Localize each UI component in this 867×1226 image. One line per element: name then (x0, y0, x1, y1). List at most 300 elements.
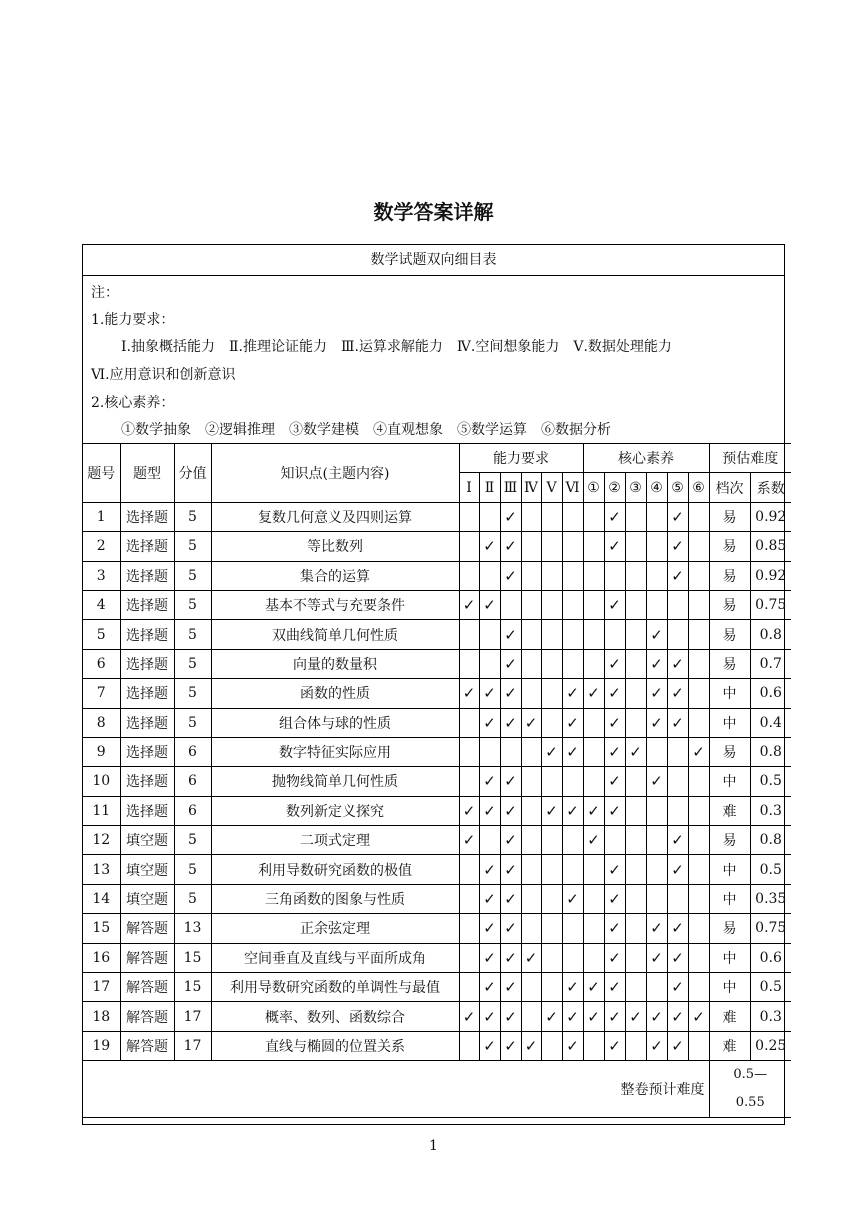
ability-2-cell (479, 561, 500, 590)
difficulty-coef: 0.92 (750, 502, 791, 531)
core-5-cell: ✓ (667, 561, 688, 590)
ability-1-cell (459, 973, 479, 1002)
core-1-cell (583, 1031, 604, 1060)
ability-1-cell: ✓ (459, 796, 479, 825)
core-4-cell: ✓ (646, 620, 667, 649)
ability-5-cell (541, 914, 562, 943)
question-grid (83, 443, 791, 1118)
core-3-cell (625, 767, 646, 796)
core-5-cell: ✓ (667, 1031, 688, 1060)
difficulty-coef: 0.92 (750, 561, 791, 590)
question-score: 17 (174, 1002, 211, 1031)
question-topic: 复数几何意义及四则运算 (211, 502, 459, 531)
question-type: 选择题 (120, 796, 174, 825)
core-4-cell (646, 561, 667, 590)
ability-1-cell (459, 914, 479, 943)
question-number: 5 (83, 620, 120, 649)
core-2-cell: ✓ (604, 1002, 625, 1031)
ability-4-cell (521, 884, 541, 913)
question-number: 3 (83, 561, 120, 590)
question-type: 解答题 (120, 973, 174, 1002)
core-1-cell (583, 737, 604, 766)
question-topic: 利用导数研究函数的单调性与最值 (211, 973, 459, 1002)
ability-1-cell (459, 884, 479, 913)
question-topic: 概率、数列、函数综合 (211, 1002, 459, 1031)
question-number: 17 (83, 973, 120, 1002)
difficulty-coef: 0.6 (750, 679, 791, 708)
difficulty-level: 易 (709, 590, 750, 619)
question-topic: 向量的数量积 (211, 649, 459, 678)
core-5-cell (667, 737, 688, 766)
ability-2-cell: ✓ (479, 855, 500, 884)
core-4-cell: ✓ (646, 679, 667, 708)
question-number: 2 (83, 532, 120, 561)
core-4-cell (646, 502, 667, 531)
core-3-cell (625, 679, 646, 708)
core-5-cell: ✓ (667, 532, 688, 561)
question-topic: 利用导数研究函数的极值 (211, 855, 459, 884)
core-3-cell: ✓ (625, 737, 646, 766)
difficulty-level: 易 (709, 532, 750, 561)
header-core-3: ③ (625, 473, 646, 502)
header-difficulty: 预估难度 (709, 444, 791, 473)
ability-1-cell (459, 561, 479, 590)
core-1-cell (583, 620, 604, 649)
question-topic: 正余弦定理 (211, 914, 459, 943)
ability-2-cell: ✓ (479, 973, 500, 1002)
core-5-cell: ✓ (667, 649, 688, 678)
core-6-cell (688, 826, 709, 855)
core-1-cell (583, 649, 604, 678)
question-number: 11 (83, 796, 120, 825)
ability-6-cell (562, 620, 583, 649)
ability-1-cell (459, 1031, 479, 1060)
question-type: 解答题 (120, 943, 174, 972)
core-2-cell: ✓ (604, 532, 625, 561)
core-2-cell: ✓ (604, 796, 625, 825)
ability-2-cell: ✓ (479, 679, 500, 708)
core-4-cell (646, 973, 667, 1002)
difficulty-coef: 0.8 (750, 620, 791, 649)
difficulty-level: 中 (709, 973, 750, 1002)
ability-1-cell (459, 708, 479, 737)
question-score: 5 (174, 884, 211, 913)
core-list: ①数学抽象 ②逻辑推理 ③数学建模 ④直观想象 ⑤数学运算 ⑥数据分析 (121, 422, 611, 438)
ability-5-cell (541, 973, 562, 1002)
core-6-cell (688, 502, 709, 531)
core-4-cell: ✓ (646, 943, 667, 972)
header-level: 档次 (709, 473, 750, 502)
ability-6-cell (562, 649, 583, 678)
ability-4-cell: ✓ (521, 1031, 541, 1060)
core-3-cell (625, 943, 646, 972)
core-5-cell: ✓ (667, 1002, 688, 1031)
core-3-cell (625, 590, 646, 619)
core-5-cell (667, 767, 688, 796)
ability-2-cell: ✓ (479, 796, 500, 825)
difficulty-level: 易 (709, 561, 750, 590)
table-row (83, 826, 791, 855)
ability-5-cell (541, 767, 562, 796)
question-type: 选择题 (120, 590, 174, 619)
question-score: 17 (174, 1031, 211, 1060)
header-coef: 系数 (750, 473, 791, 502)
ability-6-cell: ✓ (562, 1002, 583, 1031)
question-number: 12 (83, 826, 120, 855)
core-2-cell (604, 826, 625, 855)
question-topic: 空间垂直及直线与平面所成角 (211, 943, 459, 972)
difficulty-coef: 0.5 (750, 973, 791, 1002)
difficulty-level: 中 (709, 767, 750, 796)
core-1-cell: ✓ (583, 796, 604, 825)
core-2-cell (604, 620, 625, 649)
question-score: 5 (174, 855, 211, 884)
ability-5-cell (541, 532, 562, 561)
core-4-cell (646, 737, 667, 766)
ability-1-cell: ✓ (459, 826, 479, 855)
core-5-cell: ✓ (667, 826, 688, 855)
core-5-cell: ✓ (667, 855, 688, 884)
header-core-6: ⑥ (688, 473, 709, 502)
table-row (83, 737, 791, 766)
ability-5-cell (541, 855, 562, 884)
ability-6-cell (562, 943, 583, 972)
core-6-cell (688, 1031, 709, 1060)
question-type: 选择题 (120, 561, 174, 590)
core-6-cell (688, 884, 709, 913)
ability-3-cell: ✓ (500, 826, 521, 855)
overall-difficulty-text: 整卷预计难度 (620, 1082, 705, 1099)
ability-5-cell: ✓ (541, 796, 562, 825)
ability-4-cell (521, 796, 541, 825)
difficulty-coef: 0.4 (750, 708, 791, 737)
header-core: 核心素养 (583, 444, 709, 473)
ability-2-cell (479, 502, 500, 531)
ability-2-cell: ✓ (479, 1031, 500, 1060)
header-score: 分值 (174, 444, 211, 503)
ability-2-cell (479, 737, 500, 766)
question-number: 19 (83, 1031, 120, 1060)
core-1-cell (583, 561, 604, 590)
ability-3-cell: ✓ (500, 561, 521, 590)
question-type: 选择题 (120, 502, 174, 531)
core-6-cell (688, 796, 709, 825)
header-ability-2: Ⅱ (479, 473, 500, 502)
question-type: 选择题 (120, 737, 174, 766)
table-row (83, 884, 791, 913)
core-1-cell (583, 708, 604, 737)
table-row (83, 1031, 791, 1060)
difficulty-coef: 0.3 (750, 1002, 791, 1031)
ability-3-cell: ✓ (500, 708, 521, 737)
core-3-cell (625, 914, 646, 943)
core-3-cell (625, 561, 646, 590)
question-rows (83, 502, 791, 1060)
ability-3-cell: ✓ (500, 914, 521, 943)
question-number: 16 (83, 943, 120, 972)
ability-5-cell (541, 561, 562, 590)
core-5-cell: ✓ (667, 679, 688, 708)
difficulty-coef: 0.5 (750, 855, 791, 884)
ability-6-cell: ✓ (562, 737, 583, 766)
ability-4-cell (521, 1002, 541, 1031)
ability-5-cell: ✓ (541, 737, 562, 766)
ability-3-cell: ✓ (500, 679, 521, 708)
difficulty-coef: 0.25 (750, 1031, 791, 1060)
specification-table (82, 244, 785, 1125)
table-row (83, 973, 791, 1002)
ability-3-cell: ✓ (500, 796, 521, 825)
question-score: 13 (174, 914, 211, 943)
ability-4-cell (521, 679, 541, 708)
core-3-cell (625, 796, 646, 825)
ability-4-cell (521, 620, 541, 649)
difficulty-level: 难 (709, 1031, 750, 1060)
header-ability-6: Ⅵ (562, 473, 583, 502)
core-4-cell: ✓ (646, 1031, 667, 1060)
ability-5-cell (541, 649, 562, 678)
core-4-cell: ✓ (646, 649, 667, 678)
header-core-1: ① (583, 473, 604, 502)
ability-1-cell: ✓ (459, 1002, 479, 1031)
question-type: 选择题 (120, 620, 174, 649)
core-4-cell (646, 796, 667, 825)
difficulty-level: 易 (709, 826, 750, 855)
core-4-cell: ✓ (646, 708, 667, 737)
ability-1-cell: ✓ (459, 590, 479, 619)
core-2-cell (604, 561, 625, 590)
ability-1-cell: ✓ (459, 679, 479, 708)
question-type: 选择题 (120, 767, 174, 796)
ability-1-cell (459, 855, 479, 884)
question-number: 7 (83, 679, 120, 708)
table-row (83, 679, 791, 708)
ability-6-cell (562, 855, 583, 884)
ability-4-cell (521, 767, 541, 796)
ability-6-cell (562, 767, 583, 796)
difficulty-level: 中 (709, 708, 750, 737)
core-3-cell (625, 708, 646, 737)
ability-4-cell (521, 914, 541, 943)
ability-4-cell (521, 532, 541, 561)
ability-4-cell: ✓ (521, 708, 541, 737)
question-type: 选择题 (120, 532, 174, 561)
core-5-cell (667, 796, 688, 825)
question-topic: 数列新定义探究 (211, 796, 459, 825)
question-score: 5 (174, 532, 211, 561)
question-number: 8 (83, 708, 120, 737)
difficulty-coef: 0.7 (750, 649, 791, 678)
core-3-cell (625, 502, 646, 531)
core-5-cell: ✓ (667, 973, 688, 1002)
header-topic: 知识点(主题内容) (211, 444, 459, 503)
difficulty-coef: 0.6 (750, 943, 791, 972)
question-type: 解答题 (120, 1031, 174, 1060)
question-topic: 基本不等式与充要条件 (211, 590, 459, 619)
core-1-cell: ✓ (583, 1002, 604, 1031)
difficulty-level: 中 (709, 855, 750, 884)
table-row (83, 561, 791, 590)
question-topic: 双曲线简单几何性质 (211, 620, 459, 649)
core-3-cell (625, 826, 646, 855)
difficulty-coef: 0.8 (750, 737, 791, 766)
question-number: 18 (83, 1002, 120, 1031)
core-2-cell: ✓ (604, 502, 625, 531)
core-3-cell (625, 1031, 646, 1060)
core-2-cell: ✓ (604, 884, 625, 913)
note-label: 注： (91, 285, 119, 301)
table-row (83, 943, 791, 972)
ability-4-cell (521, 561, 541, 590)
difficulty-level: 易 (709, 502, 750, 531)
ability-6-cell: ✓ (562, 1031, 583, 1060)
table-row (83, 1002, 791, 1031)
ability-5-cell: ✓ (541, 1002, 562, 1031)
core-6-cell (688, 855, 709, 884)
core-1-cell: ✓ (583, 973, 604, 1002)
core-4-cell (646, 826, 667, 855)
core-4-cell (646, 855, 667, 884)
question-number: 6 (83, 649, 120, 678)
ability-6-cell: ✓ (562, 679, 583, 708)
range-bottom: 0.55 (735, 1095, 765, 1111)
core-6-cell (688, 973, 709, 1002)
ability-3-cell: ✓ (500, 649, 521, 678)
table-row (83, 914, 791, 943)
question-score: 5 (174, 649, 211, 678)
ability-2-cell: ✓ (479, 532, 500, 561)
ability-6-cell (562, 502, 583, 531)
question-score: 5 (174, 561, 211, 590)
core-1-cell (583, 884, 604, 913)
ability-2-cell: ✓ (479, 708, 500, 737)
ability-4-cell (521, 590, 541, 619)
difficulty-coef: 0.85 (750, 532, 791, 561)
ability-3-cell: ✓ (500, 1002, 521, 1031)
ability-1-cell (459, 502, 479, 531)
core-3-cell (625, 884, 646, 913)
ability-5-cell (541, 708, 562, 737)
core-1-cell (583, 532, 604, 561)
ability-5-cell (541, 826, 562, 855)
core-5-cell: ✓ (667, 914, 688, 943)
question-number: 15 (83, 914, 120, 943)
table-row (83, 796, 791, 825)
core-3-cell (625, 855, 646, 884)
range-top: 0.5— (733, 1067, 768, 1083)
question-type: 填空题 (120, 855, 174, 884)
ability-5-cell (541, 943, 562, 972)
ability-2-cell: ✓ (479, 914, 500, 943)
header-ability-4: Ⅳ (521, 473, 541, 502)
ability-6-cell: ✓ (562, 708, 583, 737)
overall-difficulty-label (83, 1061, 709, 1118)
question-score: 5 (174, 679, 211, 708)
question-topic: 集合的运算 (211, 561, 459, 590)
difficulty-level: 难 (709, 796, 750, 825)
core-6-cell (688, 708, 709, 737)
ability-2-cell (479, 649, 500, 678)
core-6-cell (688, 590, 709, 619)
core-6-cell (688, 620, 709, 649)
difficulty-level: 中 (709, 943, 750, 972)
core-4-cell: ✓ (646, 767, 667, 796)
core-2-cell: ✓ (604, 973, 625, 1002)
ability-4-cell: ✓ (521, 943, 541, 972)
question-score: 5 (174, 590, 211, 619)
ability-3-cell (500, 590, 521, 619)
difficulty-coef: 0.75 (750, 590, 791, 619)
core-6-cell (688, 649, 709, 678)
ability-3-cell: ✓ (500, 884, 521, 913)
header-core-2: ② (604, 473, 625, 502)
core-2-cell: ✓ (604, 649, 625, 678)
core-1-cell (583, 590, 604, 619)
question-topic: 组合体与球的性质 (211, 708, 459, 737)
core-1-cell (583, 914, 604, 943)
core-4-cell (646, 532, 667, 561)
ability-1-cell (459, 532, 479, 561)
ability-5-cell (541, 590, 562, 619)
question-number: 13 (83, 855, 120, 884)
core-5-cell: ✓ (667, 943, 688, 972)
core-1-cell (583, 943, 604, 972)
table-row (83, 855, 791, 884)
ability-6-cell: ✓ (562, 796, 583, 825)
question-topic: 数字特征实际应用 (211, 737, 459, 766)
header-type: 题型 (120, 444, 174, 503)
ability-2-cell: ✓ (479, 590, 500, 619)
question-number: 1 (83, 502, 120, 531)
ability-1-cell (459, 943, 479, 972)
ability-6-cell (562, 532, 583, 561)
core-5-cell: ✓ (667, 708, 688, 737)
core-6-cell (688, 561, 709, 590)
core-3-cell (625, 620, 646, 649)
header-ability: 能力要求 (459, 444, 583, 473)
core-6-cell: ✓ (688, 1002, 709, 1031)
question-number: 10 (83, 767, 120, 796)
ability-4-cell (521, 826, 541, 855)
question-topic: 抛物线简单几何性质 (211, 767, 459, 796)
difficulty-level: 易 (709, 620, 750, 649)
core-1-cell (583, 502, 604, 531)
core-2-cell: ✓ (604, 679, 625, 708)
question-score: 6 (174, 796, 211, 825)
ability-6-cell (562, 561, 583, 590)
ability-4-cell (521, 502, 541, 531)
ability-2-cell (479, 620, 500, 649)
question-type: 选择题 (120, 679, 174, 708)
overall-difficulty-range (709, 1061, 791, 1118)
question-score: 15 (174, 973, 211, 1002)
ability-1-cell (459, 767, 479, 796)
difficulty-coef: 0.5 (750, 767, 791, 796)
question-score: 6 (174, 737, 211, 766)
difficulty-level: 中 (709, 679, 750, 708)
core-2-cell: ✓ (604, 737, 625, 766)
table-row (83, 502, 791, 531)
core-heading: 2.核心素养： (91, 395, 175, 411)
ability-5-cell (541, 620, 562, 649)
core-6-cell (688, 767, 709, 796)
core-5-cell (667, 620, 688, 649)
difficulty-coef: 0.8 (750, 826, 791, 855)
ability-3-cell: ✓ (500, 502, 521, 531)
question-score: 6 (174, 767, 211, 796)
question-topic: 函数的性质 (211, 679, 459, 708)
ability-5-cell (541, 679, 562, 708)
